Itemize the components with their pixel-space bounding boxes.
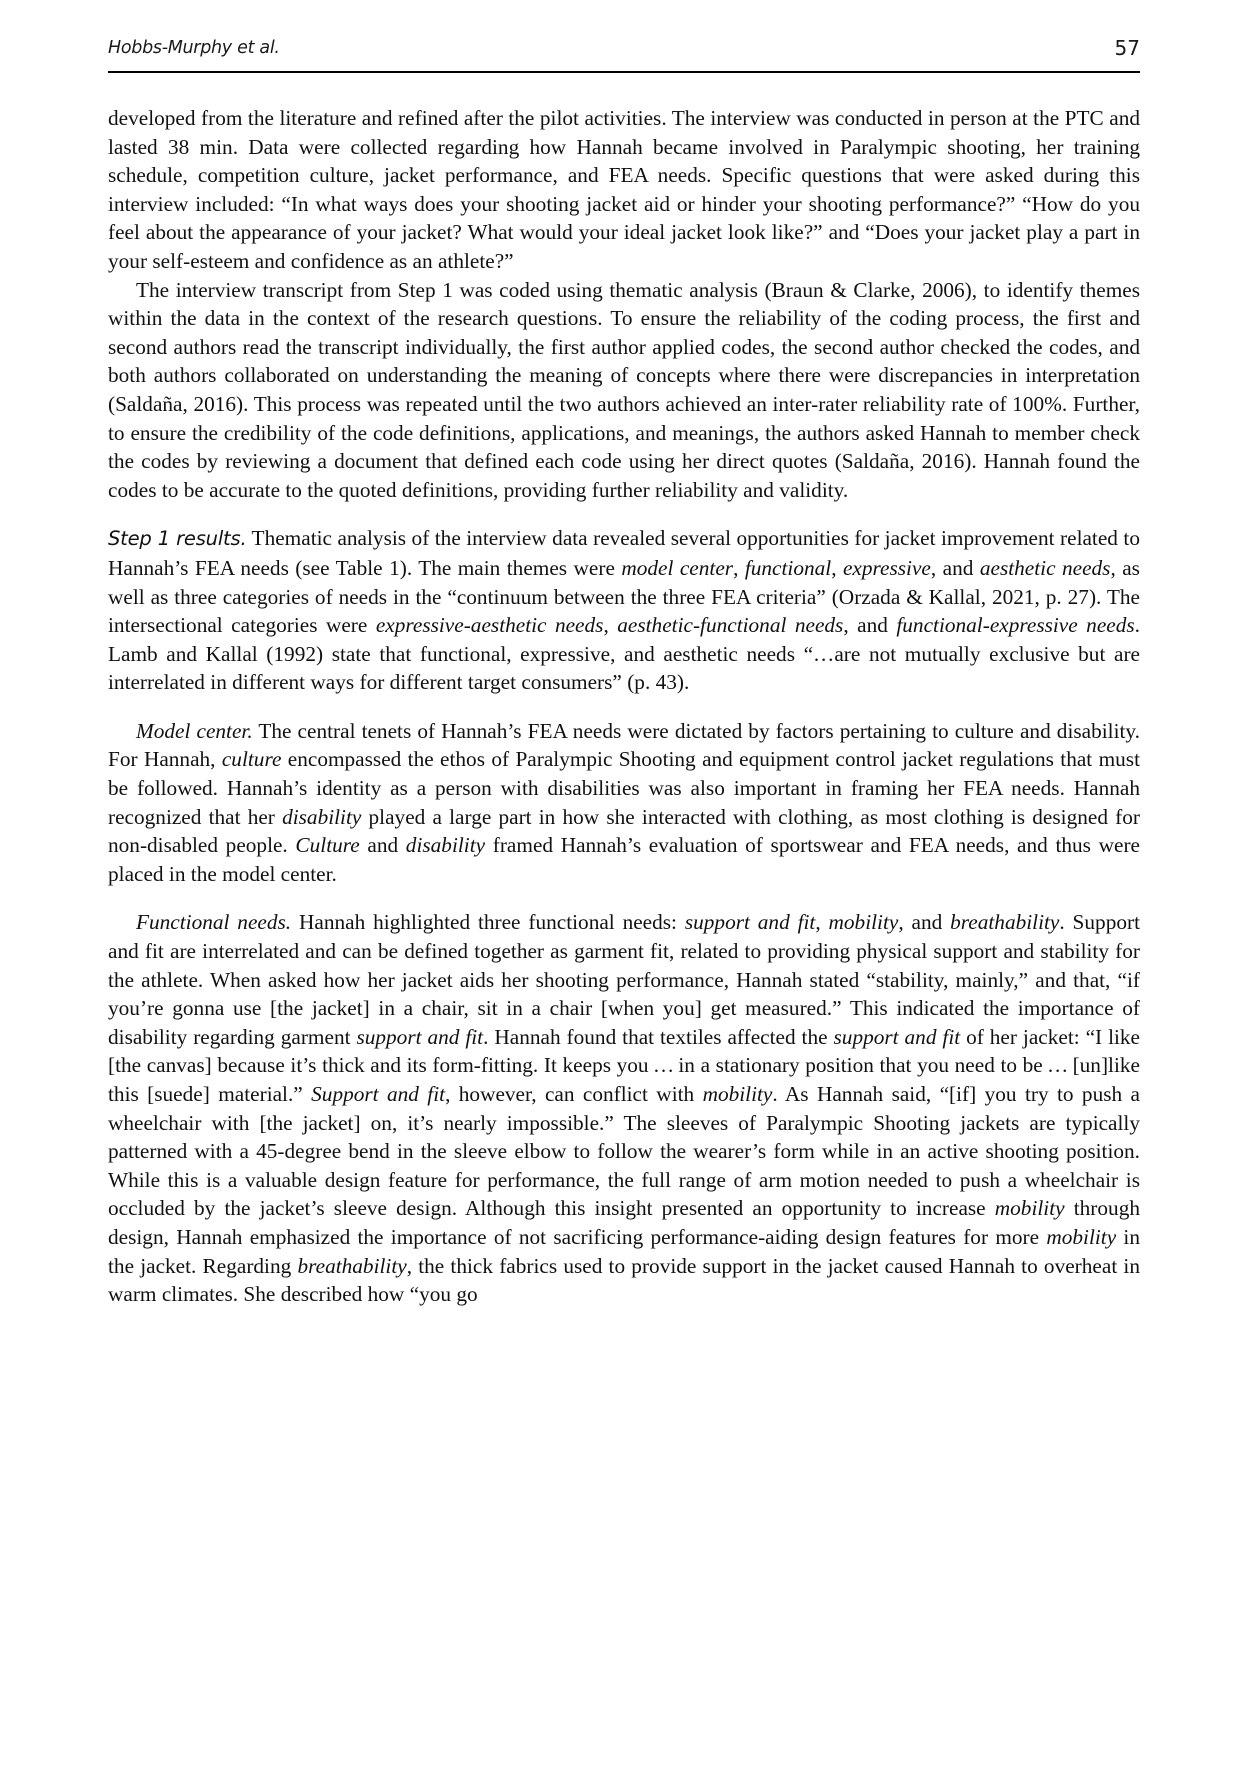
text-segment: , [831,555,843,580]
emphasis-mobility-3: mobility [994,1196,1065,1221]
emphasis-functional: functional [744,555,832,580]
paragraph-step1-results [108,524,1140,697]
emphasis-support-and-fit-4: Support and fit [311,1082,446,1106]
emphasis-support-and-fit-3: support and fit [833,1024,961,1049]
emphasis-disability: disability [282,804,362,829]
text-segment: , as well as three categories of needs in the “continuum between the three FEA criteria” (Orzada & Kallal, 2021, p. 27). The intersectional categories were [108,555,1140,638]
text-segment: . Support and fit are interrelated and can be defined together as garment fit, related to providing physical support and stability for the athlete. When asked how her jacket aids her shooting performance, Hannah stated “stability, mainly,” and that, “if you’re gonna use [the jacket] in a chair, sit in a chair [when you] get measured.” This indicated the importance of disability regarding garment [108,910,1141,1049]
emphasis-aesthetic-needs: aesthetic needs [979,555,1111,580]
body-text-column [108,104,1140,1309]
emphasis-aesthetic-functional-needs: aesthetic-functional needs [617,613,844,638]
runin-heading-model-center: Model center. [136,718,253,743]
paragraph-methods-interview [108,104,1140,276]
text-segment: , however, can conflict with [445,1082,703,1106]
emphasis-breathability: breathability [950,910,1060,935]
text-segment: encompassed the ethos of Paralympic Shooting and equipment control jacket regulations that must be followed. Hannah’s identity as a person with disabilities was also important in framing her FEA needs. Hannah recognized that her [108,747,1140,829]
emphasis-expressive-aesthetic-needs: expressive-aesthetic needs [375,613,604,638]
text-segment: through design, Hannah emphasized the importance of not sacrificing performance-aiding design features for more [108,1196,1140,1249]
paragraph-functional-needs [108,908,1140,1308]
text-segment: Hannah highlighted three functional needs: [291,910,685,935]
emphasis-functional-expressive-needs: functional-expressive needs [896,613,1135,638]
emphasis-mobility: mobility [828,910,899,935]
paragraph-text: developed from the literature and refined after the pilot activities. The interview was conducted in person at the PTC and lasted 38 min. Data were collected regarding how Hannah became involved in Paralympic shooting, her training schedule, competition culture, jacket performance, and FEA needs. Specific questions that were asked during this interview included: “In what ways does your shooting jacket aid or hinder your shooting performance?” “How do you feel about the appearance of your jacket? What would your ideal jacket look like?” and “Does your jacket play a part in your self-esteem and confidence as an athlete?” [108,106,1140,273]
text-segment: and [359,833,406,858]
runin-heading-step1-results: Step 1 results. [108,527,247,551]
emphasis-mobility-2: mobility [702,1082,773,1106]
text-segment: , and [898,910,951,935]
text-segment: played a large part in how she interacted with clothing, as most clothing is designed for non-disabled people. [108,804,1140,858]
text-segment: , [815,910,829,935]
text-segment: framed Hannah’s evaluation of sportswear and FEA needs, and thus were placed in the model center. [108,833,1141,886]
emphasis-support-and-fit: support and fit [684,910,816,935]
emphasis-expressive: expressive [842,555,931,580]
running-head [108,38,1140,58]
text-segment: . As Hannah said, “[if] you try to push a wheelchair with [the jacket] on, it’s nearly impossible.” The sleeves of Paralympic Shooting jackets are typically patterned with a 45-degree bend in the sleeve elbow to follow the wearer’s form while in an active shooting position. While this is a valuable design feature for performance, the full range of arm motion needed to push a wheelchair is occluded by the jacket’s sleeve design. Although this insight presented an opportunity to increase [108,1082,1140,1221]
emphasis-breathability-2: breathability [297,1253,407,1278]
paragraph-model-center [108,717,1140,889]
header-divider-rule [108,71,1140,73]
emphasis-support-and-fit-2: support and fit [356,1024,484,1049]
emphasis-disability-2: disability [405,833,486,858]
emphasis-mobility-4: mobility [1046,1224,1117,1249]
text-segment: The central tenets of Hannah’s FEA needs were dictated by factors pertaining to culture and disability. For Hannah, [108,718,1141,772]
text-segment: , and [930,555,980,580]
text-segment: , and [843,613,897,638]
paragraph-coding-analysis [108,276,1140,505]
text-segment: Thematic analysis of the interview data revealed several opportunities for jacket improvement related to Hannah’s FEA needs (see Table 1). The main themes were [108,526,1140,580]
emphasis-culture: culture [221,747,282,772]
text-segment: of her jacket: “I like [the canvas] because it’s thick and its form-fitting. It keeps you … in a stationary position that you need to be … [un]like this [suede] material.” [108,1024,1141,1106]
text-segment: , [733,555,745,580]
text-segment: . Lamb and Kallal (1992) state that functional, expressive, and aesthetic needs “…are not mutually exclusive but are interrelated in different ways for different target consumers” (p. 43). [108,613,1140,695]
text-segment: , [603,613,618,638]
text-segment: , the thick fabrics used to provide support in the jacket caused Hannah to overheat in warm climates. She described how “you go [108,1253,1140,1307]
page-number: 57 [1114,36,1140,60]
paragraph-text: The interview transcript from Step 1 was coded using thematic analysis (Braun & Clarke, 2006), to identify themes within the data in the context of the research questions. To ensure the reliability of the coding process, the first and second authors read the transcript individually, the first author applied codes, the second author checked the codes, and both authors collaborated on understanding the meaning of concepts where there were discrepancies in interpretation (Saldaña, 2016). This process was repeated until the two authors achieved an inter-rater reliability rate of 100%. Further, to ensure the credibility of the code definitions, applications, and meanings, the authors asked Hannah to member check the codes by reviewing a document that defined each code using her direct quotes (Saldaña, 2016). Hannah found the codes to be accurate to the quoted definitions, providing further reliability and validity. [108,277,1140,502]
runin-heading-functional-needs: Functional needs. [136,910,292,935]
text-segment: in the jacket. Regarding [108,1224,1140,1278]
emphasis-culture-2: Culture [295,833,360,858]
emphasis-model-center: model center [621,555,734,580]
running-head-title: Hobbs-Murphy et al. [108,38,280,58]
text-segment: . Hannah found that textiles affected the [483,1024,834,1049]
